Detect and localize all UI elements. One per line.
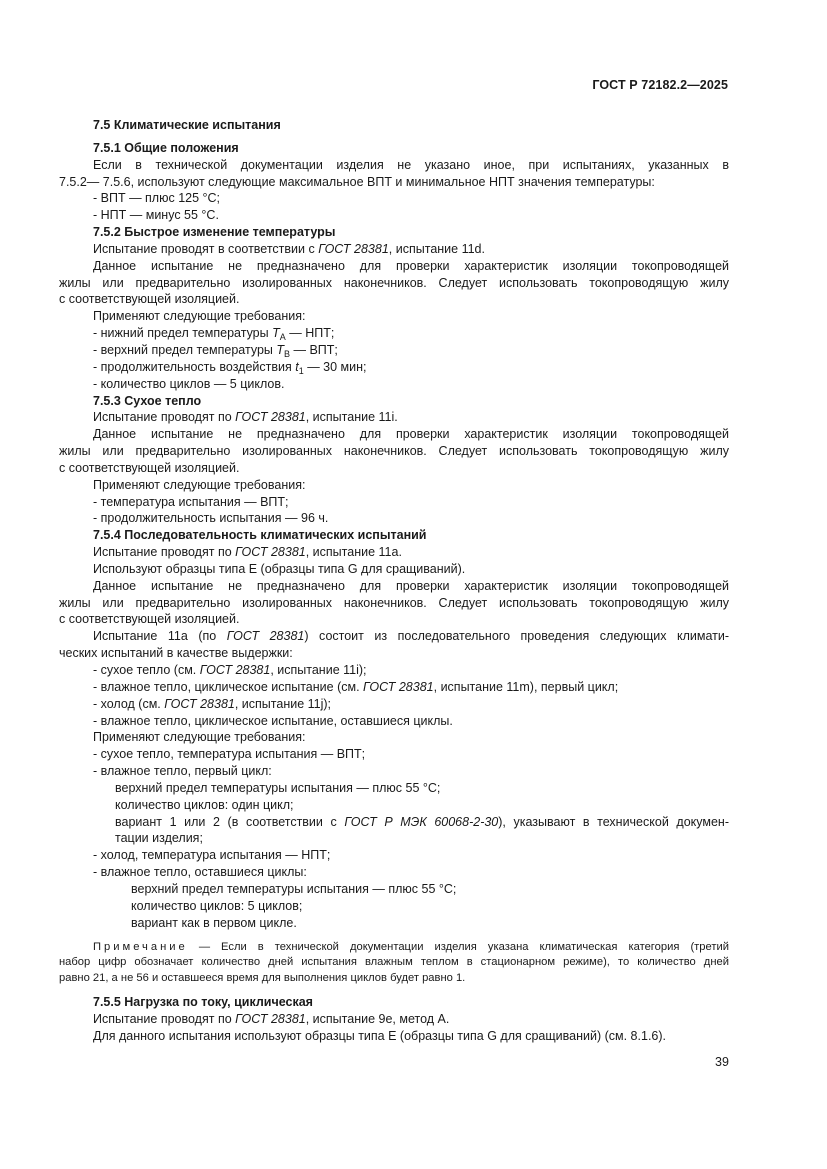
- text-line: жилы или предварительно изолированных наконечников. Следует использовать токопроводящую жилу: [59, 275, 729, 290]
- text-line: Данное испытание не предназначено для проверки характеристик изоляции токопроводящей: [93, 427, 729, 442]
- text-line: - нижний предел температуры $T_A$ — НПТ;: [93, 326, 335, 343]
- section-heading: 7.5.3 Сухое тепло: [93, 393, 202, 408]
- text-line: - сухое тепло (см. ГОСТ 28381, испытание 11i);: [93, 663, 367, 677]
- text-line: Примечание — Если в технической документации изделия указана климатическая категория (третий: [93, 940, 729, 953]
- text-line: Применяют следующие требования:: [93, 730, 306, 745]
- text-line: Если в технической документации изделия не указано иное, при испытаниях, указанных в: [93, 157, 729, 172]
- text-line: Испытание проводят по ГОСТ 28381, испытание 9е, метод А.: [93, 1012, 450, 1027]
- text-line: - холод, температура испытания — НПТ;: [93, 848, 331, 863]
- text-line: Используют образцы типа Е (образцы типа G для сращиваний).: [93, 561, 466, 576]
- text-line: - холод (см. ГОСТ 28381, испытание 11j);: [93, 696, 332, 711]
- text-line: - продолжительность испытания — 96 ч.: [93, 511, 329, 526]
- text-line: Применяют следующие требования:: [93, 477, 306, 492]
- section-heading: 7.5.5 Нагрузка по току, циклическая: [93, 995, 313, 1010]
- text-line: с соответствующей изоляцией.: [59, 460, 240, 475]
- text-line: верхний предел температуры испытания — плюс 55 °С;: [115, 780, 441, 795]
- text-line: Испытание 11а (по ГОСТ 28381) состоит из последовательного проведения следующих климати-: [93, 629, 730, 644]
- text-line: жилы или предварительно изолированных наконечников. Следует использовать токопроводящую жилу: [59, 444, 729, 459]
- text-line: 7.5.2— 7.5.6, используют следующие максимальное ВПТ и минимальное НПТ значения температуры:: [59, 174, 655, 189]
- text-line: - продолжительность воздействия $t_1$ — 30 мин;: [93, 359, 367, 376]
- text-line: - влажное тепло, циклическое испытание, оставшиеся циклы.: [93, 713, 453, 728]
- text-line: - влажное тепло, оставшиеся циклы:: [93, 865, 307, 880]
- section-heading: 7.5 Климатические испытания: [93, 118, 281, 132]
- text-line: Испытание проводят по ГОСТ 28381, испытание 11а.: [93, 545, 402, 560]
- text-line: - влажное тепло, циклическое испытание (см. ГОСТ 28381, испытание 11m), первый цикл;: [93, 679, 619, 694]
- text-line: вариант как в первом цикле.: [131, 915, 297, 930]
- text-line: с соответствующей изоляцией.: [59, 612, 240, 627]
- text-line: жилы или предварительно изолированных наконечников. Следует использовать токопроводящую жилу: [59, 595, 729, 610]
- standard-designation: ГОСТ Р 72182.2—2025: [592, 78, 728, 92]
- page-number: 39: [715, 1055, 729, 1069]
- text-line: - температура испытания — ВПТ;: [93, 494, 289, 509]
- text-line: набор цифр обозначает количество дней испытания влажным теплом в стационарном режиме), то количество дней: [59, 956, 729, 969]
- text-line: с соответствующей изоляцией.: [59, 292, 240, 307]
- text-line: - количество циклов — 5 циклов.: [93, 376, 285, 391]
- section-heading: 7.5.4 Последовательность климатических испытаний: [93, 528, 427, 543]
- text-line: верхний предел температуры испытания — плюс 55 °С;: [131, 881, 457, 896]
- text-line: Данное испытание не предназначено для проверки характеристик изоляции токопроводящей: [93, 578, 729, 593]
- text-line: - сухое тепло, температура испытания — ВПТ;: [93, 747, 366, 762]
- text-line: Применяют следующие требования:: [93, 309, 306, 324]
- text-line: - влажное тепло, первый цикл:: [93, 764, 272, 779]
- text-line: тации изделия;: [115, 831, 203, 846]
- section-heading: 7.5.2 Быстрое изменение температуры: [93, 225, 336, 240]
- text-line: количество циклов: один цикл;: [115, 797, 294, 812]
- text-line: - НПТ — минус 55 °С.: [93, 208, 219, 223]
- text-line: Для данного испытания используют образцы типа Е (образцы типа G для сращиваний) (см. 8.1.6).: [93, 1028, 666, 1043]
- text-line: Данное испытание не предназначено для проверки характеристик изоляции токопроводящей: [93, 258, 729, 273]
- document-body: [59, 117, 729, 1045]
- text-line: - ВПТ — плюс 125 °С;: [93, 191, 221, 206]
- text-line: равно 21, а не 56 и оставшееся время для выполнения циклов будет равно 1.: [59, 971, 466, 984]
- text-line: количество циклов: 5 циклов;: [131, 898, 303, 913]
- text-line: - верхний предел температуры $T_B$ — ВПТ;: [93, 342, 338, 359]
- text-line: Испытание проводят по ГОСТ 28381, испытание 11i.: [93, 410, 398, 425]
- text-line: вариант 1 или 2 (в соответствии с ГОСТ Р МЭК 60068-2-30), указывают в технической докумен-: [115, 814, 729, 829]
- text-line: Испытание проводят в соответствии с ГОСТ 28381, испытание 11d.: [93, 241, 485, 256]
- text-line: ческих испытаний в качестве выдержки:: [59, 646, 293, 661]
- section-heading: 7.5.1 Общие положения: [93, 140, 239, 155]
